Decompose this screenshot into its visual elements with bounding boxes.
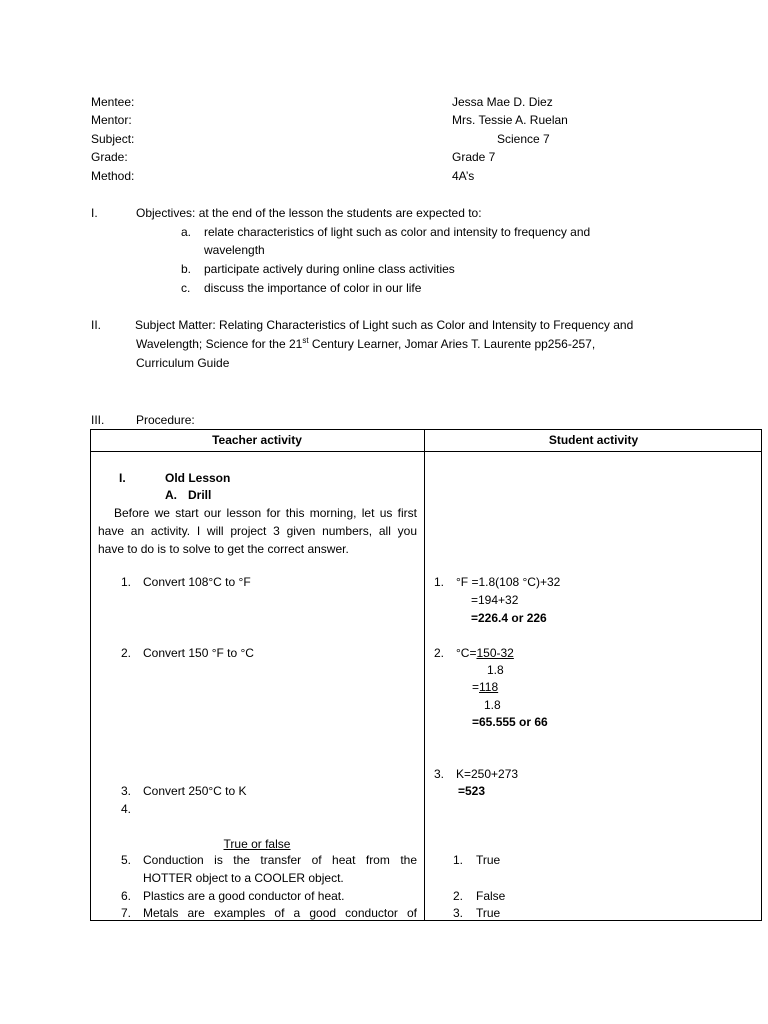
- tf-answer-3-number: 3.: [453, 906, 464, 920]
- question-7-number: 7.: [121, 906, 132, 920]
- subject-matter-line2-pre: Wavelength; Science for the 21: [136, 337, 303, 351]
- drill-intro-line1: Before we start our lesson for this morning, let us first: [114, 506, 417, 520]
- objectives-intro: Objectives: at the end of the lesson the students are expected to:: [136, 206, 482, 220]
- objective-a-text-cont: wavelength: [204, 243, 265, 257]
- objectives-numeral: I.: [91, 206, 98, 220]
- subject-matter-line1: Subject Matter: Relating Characteristics of Light such as Color and Intensity to Frequency and: [135, 318, 634, 332]
- student-activity-header: Student activity: [548, 433, 639, 447]
- answer-2-line4: 1.8: [484, 698, 501, 712]
- objective-a-letter: a.: [181, 225, 192, 239]
- tf-answer-2-number: 2.: [453, 889, 464, 903]
- question-2-text: Convert 150 °F to °C: [143, 646, 254, 660]
- objective-c-text: discuss the importance of color in our life: [204, 281, 422, 295]
- drill-letter: A.: [165, 488, 177, 502]
- answer-2-number: 2.: [434, 646, 445, 660]
- true-or-false-title: True or false: [223, 837, 291, 851]
- table-column-divider: [424, 429, 425, 921]
- question-2-number: 2.: [121, 646, 132, 660]
- answer-2-line3: [472, 678, 498, 696]
- method-value: 4A’s: [452, 169, 475, 183]
- tf-answer-3: True: [476, 906, 501, 920]
- answer-3-number: 3.: [434, 767, 445, 781]
- answer-2-denominator: 1.8: [487, 663, 504, 677]
- mentee-value: Jessa Mae D. Diez: [452, 95, 553, 109]
- answer-2-result: =65.555 or 66: [472, 715, 548, 729]
- grade-label: Grade:: [91, 150, 128, 164]
- method-label: Method:: [91, 169, 135, 183]
- subject-label: Subject:: [91, 132, 135, 146]
- tf-answer-2: False: [476, 889, 506, 903]
- question-5-number: 5.: [121, 853, 132, 867]
- answer-1-line1: °F =1.8(108 °C)+32: [456, 575, 561, 589]
- question-6-text: Plastics are a good conductor of heat.: [143, 889, 345, 903]
- answer-2-line1: [456, 644, 514, 662]
- procedure-label: Procedure:: [136, 413, 195, 427]
- procedure-numeral: III.: [91, 413, 105, 427]
- tf-answer-1-number: 1.: [453, 853, 464, 867]
- mentor-label: Mentor:: [91, 113, 132, 127]
- question-1-number: 1.: [121, 575, 132, 589]
- subject-value: Science 7: [497, 132, 550, 146]
- question-3-number: 3.: [121, 784, 132, 798]
- answer-3-line1: K=250+273: [456, 767, 519, 781]
- subject-matter-line3: Curriculum Guide: [136, 356, 230, 370]
- objective-a-text: relate characteristics of light such as color and intensity to frequency and: [204, 225, 591, 239]
- objective-c-letter: c.: [181, 281, 191, 295]
- answer-2-prefix: °C=: [456, 646, 477, 660]
- drill-intro-line2: have an activity. I will project 3 given numbers, all you: [98, 524, 417, 538]
- subject-matter-ordinal-suffix: st: [302, 336, 309, 345]
- question-5-text-cont: HOTTER object to a COOLER object.: [143, 871, 344, 885]
- answer-2-line3-numerator: 118: [479, 680, 499, 694]
- question-1-text: Convert 108°C to °F: [143, 575, 251, 589]
- answer-1-line2: =194+32: [471, 593, 519, 607]
- teacher-activity-header: Teacher activity: [212, 433, 302, 447]
- subject-matter-numeral: II.: [91, 318, 102, 332]
- drill-intro-line3: have to do is to solve to get the correct answer.: [98, 542, 349, 556]
- question-6-number: 6.: [121, 889, 132, 903]
- objective-b-letter: b.: [181, 262, 192, 276]
- subject-matter-line2-post: Century Learner, Jomar Aries T. Laurente pp256-257,: [308, 337, 596, 351]
- old-lesson-title: Old Lesson: [165, 471, 231, 485]
- question-7-text: Metals are examples of a good conductor of: [143, 906, 417, 920]
- objective-b-text: participate actively during online class activities: [204, 262, 455, 276]
- answer-3-result: =523: [458, 784, 486, 798]
- answer-2-line3-prefix: =: [472, 680, 480, 694]
- grade-value: Grade 7: [452, 150, 496, 164]
- answer-2-numerator: 150-32: [476, 646, 514, 660]
- answer-1-number: 1.: [434, 575, 445, 589]
- mentee-label: Mentee:: [91, 95, 135, 109]
- tf-answer-1: True: [476, 853, 501, 867]
- old-lesson-numeral: I.: [119, 471, 126, 485]
- table-header-divider: [90, 451, 762, 452]
- answer-1-result: =226.4 or 226: [471, 611, 547, 625]
- question-5-text: Conduction is the transfer of heat from the: [143, 853, 417, 867]
- question-4-number: 4.: [121, 802, 132, 816]
- question-3-text: Convert 250°C to K: [143, 784, 247, 798]
- subject-matter-line2: [136, 335, 595, 353]
- mentor-value: Mrs. Tessie A. Ruelan: [452, 113, 568, 127]
- drill-title: Drill: [188, 488, 212, 502]
